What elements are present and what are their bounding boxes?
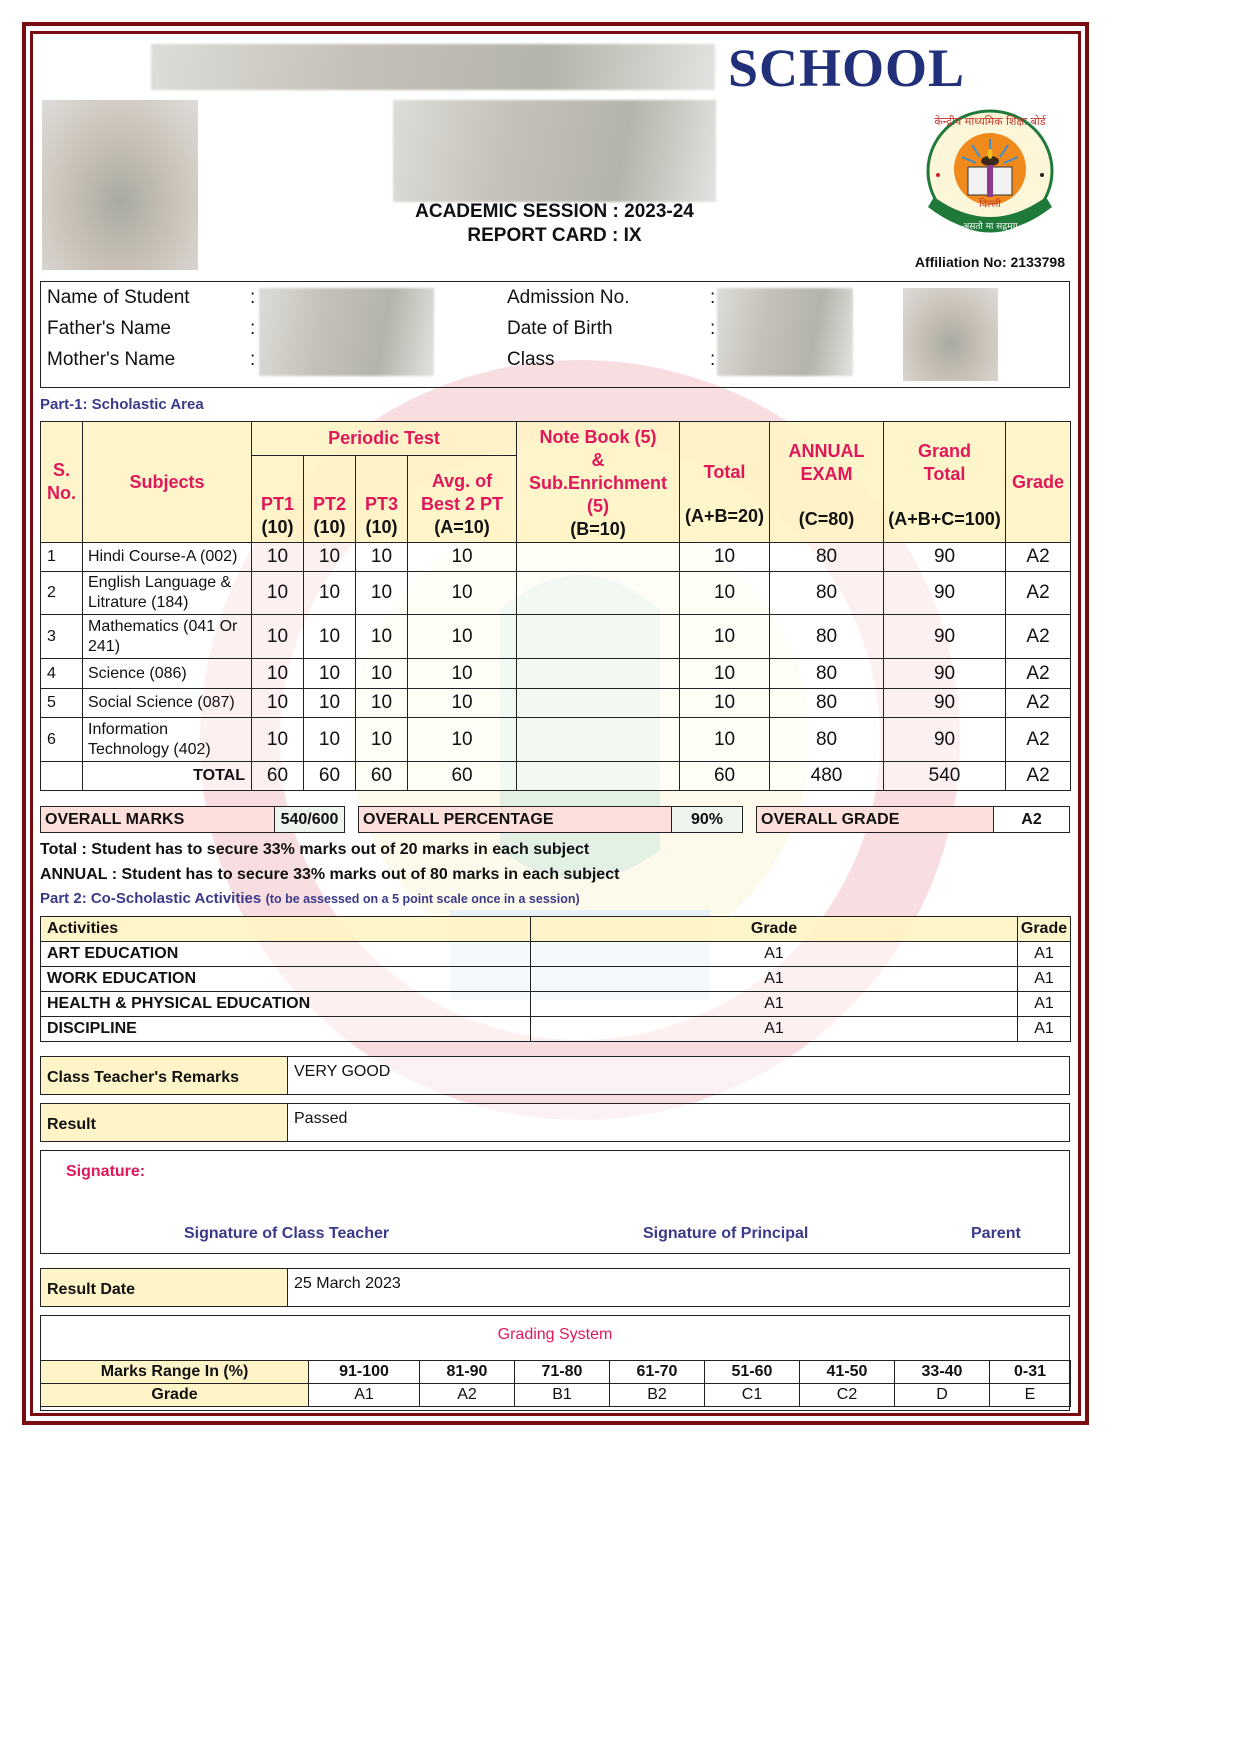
grading-range: 33-40 [895, 1361, 990, 1384]
activity-grade: A1 [531, 967, 1018, 992]
report-card-class: REPORT CARD : IX [467, 225, 642, 246]
header-notebook-line: Note Book (5) [539, 427, 657, 447]
row-subject: Mathematics (041 Or 241) [83, 615, 252, 659]
header-annual-line: ANNUAL [788, 440, 865, 461]
row-pt3: 10 [356, 615, 408, 659]
student-info-left [47, 287, 190, 380]
session-heading [393, 200, 716, 248]
total-pt1: 60 [252, 762, 304, 791]
row-grand-total: 90 [884, 689, 1006, 718]
row-notebook [517, 572, 680, 615]
colon: : [250, 349, 256, 370]
logo-text-city: दिल्ली [979, 199, 1001, 210]
label-admission-no: Admission No. [507, 287, 630, 308]
activity-grade-2: A1 [1018, 967, 1071, 992]
school-name-suffix: SCHOOL [728, 38, 966, 98]
header-annual-max: (C=80) [798, 508, 855, 529]
label-class: Class [507, 349, 555, 370]
label-mother-name: Mother's Name [47, 349, 176, 370]
annual-pass-note: ANNUAL : Student has to secure 33% marks out of 80 marks in each subject [40, 866, 620, 883]
total-grand: 540 [884, 762, 1006, 791]
colon: : [710, 287, 716, 308]
header-pt1-label: PT1 [260, 494, 294, 514]
row-pt1: 10 [252, 543, 304, 572]
header-pt2-max: (10) [313, 517, 346, 537]
row-grand-total: 90 [884, 659, 1006, 689]
overall-grade-value: A2 [993, 806, 1070, 833]
header-pt1-max: (10) [261, 517, 294, 537]
row-pt2: 10 [304, 689, 356, 718]
row-grand-total: 90 [884, 572, 1006, 615]
header-total-label: Total [703, 461, 746, 482]
signature-title: Signature: [66, 1163, 146, 1180]
part2-heading [40, 890, 580, 908]
school-logo-redacted [42, 100, 198, 270]
row-sno: 4 [41, 659, 83, 689]
result-date-row [40, 1268, 1070, 1307]
row-pt3: 10 [356, 543, 408, 572]
school-address-redacted [393, 100, 716, 202]
row-pt3: 10 [356, 572, 408, 615]
result-value: Passed [288, 1104, 1069, 1141]
header-annual-exam [770, 422, 884, 543]
header-notebook-max: (B=10) [570, 519, 626, 539]
row-grade: A2 [1006, 615, 1071, 659]
row-grade: A2 [1006, 689, 1071, 718]
row-grade: A2 [1006, 572, 1071, 615]
grading-grades-row [41, 1384, 1071, 1407]
header-avg-line: Avg. of [431, 471, 493, 491]
subject-row [41, 543, 1071, 572]
co-scholastic-header [41, 917, 1071, 942]
student-names-redacted [259, 288, 434, 376]
result-date-label: Result Date [41, 1269, 288, 1306]
row-sno: 2 [41, 572, 83, 615]
class-teacher-remarks-row [40, 1056, 1070, 1095]
remarks-label: Class Teacher's Remarks [41, 1057, 288, 1094]
signature-class-teacher: Signature of Class Teacher [184, 1225, 390, 1242]
row-notebook [517, 718, 680, 762]
total-row [41, 762, 1071, 791]
result-date-value: 25 March 2023 [288, 1269, 1069, 1306]
grading-grade: B2 [610, 1384, 705, 1407]
label-student-name: Name of Student [47, 287, 190, 308]
result-row [40, 1103, 1070, 1142]
row-total: 10 [680, 615, 770, 659]
row-subject: Science (086) [83, 659, 252, 689]
grading-range: 91-100 [309, 1361, 420, 1384]
colon: : [710, 318, 716, 339]
row-pt2: 10 [304, 659, 356, 689]
colon: : [250, 287, 256, 308]
row-pt1: 10 [252, 572, 304, 615]
part1-title: Part-1: Scholastic Area [40, 396, 204, 413]
grading-range: 0-31 [990, 1361, 1071, 1384]
student-info-right [507, 287, 630, 380]
activity-grade-2: A1 [1018, 992, 1071, 1017]
grading-grade: A2 [420, 1384, 515, 1407]
header-notebook-line: (5) [587, 496, 610, 516]
header-periodic-test: Periodic Test [252, 422, 517, 456]
colon: : [710, 349, 716, 370]
row-pt1: 10 [252, 718, 304, 762]
row-annual: 80 [770, 659, 884, 689]
row-notebook [517, 659, 680, 689]
row-avg-best-2: 10 [408, 543, 517, 572]
header-avg-best-2 [408, 456, 517, 543]
row-subject: English Language & Litrature (184) [83, 572, 252, 615]
total-pt3: 60 [356, 762, 408, 791]
affiliation-number: Affiliation No: 2133798 [914, 254, 1065, 270]
row-pt3: 10 [356, 718, 408, 762]
header-grand-line: Total [923, 463, 966, 484]
row-sno: 1 [41, 543, 83, 572]
label-date-of-birth: Date of Birth [507, 318, 613, 339]
activity-grade-2: A1 [1018, 1017, 1071, 1042]
total-pt2: 60 [304, 762, 356, 791]
row-grand-total: 90 [884, 615, 1006, 659]
signature-parent: Parent [971, 1225, 1021, 1242]
cbse-board-logo [920, 105, 1060, 250]
grade-label: Grade [41, 1384, 309, 1407]
grading-grade: E [990, 1384, 1071, 1407]
student-ids-redacted [717, 288, 853, 376]
grading-range: 81-90 [420, 1361, 515, 1384]
grading-grade: D [895, 1384, 990, 1407]
overall-marks-label: OVERALL MARKS [40, 806, 275, 833]
header-notebook-line: Sub.Enrichment [529, 473, 668, 493]
header-pt2-label: PT2 [312, 494, 346, 514]
row-annual: 80 [770, 543, 884, 572]
total-pass-note: Total : Student has to secure 33% marks out of 20 marks in each subject [40, 841, 590, 858]
result-label: Result [41, 1104, 288, 1141]
row-avg-best-2: 10 [408, 572, 517, 615]
row-avg-best-2: 10 [408, 615, 517, 659]
co-scholastic-table [40, 916, 1071, 1042]
header-pt3-label: PT3 [364, 494, 398, 514]
header-grade: Grade [1006, 422, 1071, 543]
row-pt1: 10 [252, 659, 304, 689]
overall-percentage-label: OVERALL PERCENTAGE [358, 806, 672, 833]
header-grand-total [884, 422, 1006, 543]
activity-name: ART EDUCATION [41, 942, 531, 967]
grading-range: 71-80 [515, 1361, 610, 1384]
row-sno: 6 [41, 718, 83, 762]
row-avg-best-2: 10 [408, 689, 517, 718]
row-total: 10 [680, 689, 770, 718]
header-avg-line: Best 2 PT [420, 494, 504, 514]
subject-row [41, 689, 1071, 718]
grading-system-title: Grading System [497, 1326, 613, 1343]
row-annual: 80 [770, 718, 884, 762]
row-total: 10 [680, 718, 770, 762]
row-total: 10 [680, 659, 770, 689]
marks-range-label: Marks Range In (%) [41, 1361, 309, 1384]
row-sno: 3 [41, 615, 83, 659]
header-pt2 [304, 456, 356, 543]
row-notebook [517, 615, 680, 659]
part2-subtitle: (to be assessed on a 5 point scale once in a session) [265, 892, 580, 906]
row-pt2: 10 [304, 543, 356, 572]
logo-text-motto: असतो मा सद्गमय [962, 222, 1018, 232]
row-annual: 80 [770, 615, 884, 659]
row-pt2: 10 [304, 718, 356, 762]
row-pt3: 10 [356, 659, 408, 689]
part2-title: Part 2: Co-Scholastic Activities [40, 890, 262, 907]
header-pt1 [252, 456, 304, 543]
academic-session: ACADEMIC SESSION : 2023-24 [415, 201, 694, 222]
row-sno: 5 [41, 689, 83, 718]
header-pt3-max: (10) [365, 517, 398, 537]
header-notebook [517, 422, 680, 543]
student-info-left-colons [250, 287, 255, 380]
remarks-value: VERY GOOD [288, 1057, 1069, 1094]
overall-grade-label: OVERALL GRADE [756, 806, 994, 833]
activity-grade: A1 [531, 992, 1018, 1017]
total-label: TOTAL [83, 762, 252, 791]
row-grade: A2 [1006, 543, 1071, 572]
header-grand-max: (A+B+C=100) [888, 508, 1001, 529]
row-subject: Information Technology (402) [83, 718, 252, 762]
total-notebook [517, 762, 680, 791]
row-grand-total: 90 [884, 543, 1006, 572]
grading-range: 41-50 [800, 1361, 895, 1384]
row-total: 10 [680, 543, 770, 572]
grading-grade: C2 [800, 1384, 895, 1407]
activity-grade: A1 [531, 942, 1018, 967]
activity-row [41, 1017, 1071, 1042]
row-avg-best-2: 10 [408, 718, 517, 762]
header-annual-line: EXAM [800, 463, 853, 484]
header-avg-max: (A=10) [434, 517, 490, 537]
signature-principal: Signature of Principal [643, 1225, 809, 1242]
row-pt2: 10 [304, 572, 356, 615]
header-activity-grade-2: Grade [1018, 917, 1071, 942]
header-pt3 [356, 456, 408, 543]
activity-name: WORK EDUCATION [41, 967, 531, 992]
student-info-right-colons [710, 287, 715, 380]
total-sno [41, 762, 83, 791]
label-father-name: Father's Name [47, 318, 172, 339]
row-grade: A2 [1006, 718, 1071, 762]
subject-row [41, 659, 1071, 689]
activity-grade: A1 [531, 1017, 1018, 1042]
subject-row [41, 572, 1071, 615]
scholastic-table [40, 421, 1071, 791]
grading-grade: B1 [515, 1384, 610, 1407]
grading-range: 51-60 [705, 1361, 800, 1384]
total-avg: 60 [408, 762, 517, 791]
grading-system-table [40, 1360, 1071, 1407]
logo-text-board: केन्द्रीय माध्यमिक शिक्षा बोर्ड [934, 115, 1046, 128]
total-annual: 480 [770, 762, 884, 791]
row-notebook [517, 689, 680, 718]
header-total [680, 422, 770, 543]
activity-row [41, 942, 1071, 967]
total-grade: A2 [1006, 762, 1071, 791]
row-pt2: 10 [304, 615, 356, 659]
header-total-max: (A+B=20) [685, 505, 765, 526]
grading-grade: A1 [309, 1384, 420, 1407]
grading-grade: C1 [705, 1384, 800, 1407]
colon: : [250, 318, 256, 339]
student-photo-redacted [903, 288, 998, 381]
grading-ranges-row [41, 1361, 1071, 1384]
subject-row [41, 615, 1071, 659]
row-subject: Hindi Course-A (002) [83, 543, 252, 572]
row-subject: Social Science (087) [83, 689, 252, 718]
header-subjects: Subjects [83, 422, 252, 543]
header-sno: S. No. [41, 422, 83, 543]
activity-name: DISCIPLINE [41, 1017, 531, 1042]
activity-name: HEALTH & PHYSICAL EDUCATION [41, 992, 531, 1017]
row-avg-best-2: 10 [408, 659, 517, 689]
header-grand-line: Grand [918, 440, 972, 461]
row-notebook [517, 543, 680, 572]
activity-row [41, 967, 1071, 992]
row-pt3: 10 [356, 689, 408, 718]
overall-percentage-value: 90% [671, 806, 743, 833]
school-name-redacted [151, 44, 715, 90]
row-annual: 80 [770, 689, 884, 718]
row-grade: A2 [1006, 659, 1071, 689]
header-activity-grade: Grade [531, 917, 1018, 942]
row-grand-total: 90 [884, 718, 1006, 762]
row-pt1: 10 [252, 689, 304, 718]
overall-marks-value: 540/600 [274, 806, 345, 833]
activity-grade-2: A1 [1018, 942, 1071, 967]
row-total: 10 [680, 572, 770, 615]
row-annual: 80 [770, 572, 884, 615]
row-pt1: 10 [252, 615, 304, 659]
header-activities: Activities [41, 917, 531, 942]
grading-range: 61-70 [610, 1361, 705, 1384]
subject-row [41, 718, 1071, 762]
activity-row [41, 992, 1071, 1017]
header-notebook-line: & [591, 450, 605, 470]
total-total: 60 [680, 762, 770, 791]
